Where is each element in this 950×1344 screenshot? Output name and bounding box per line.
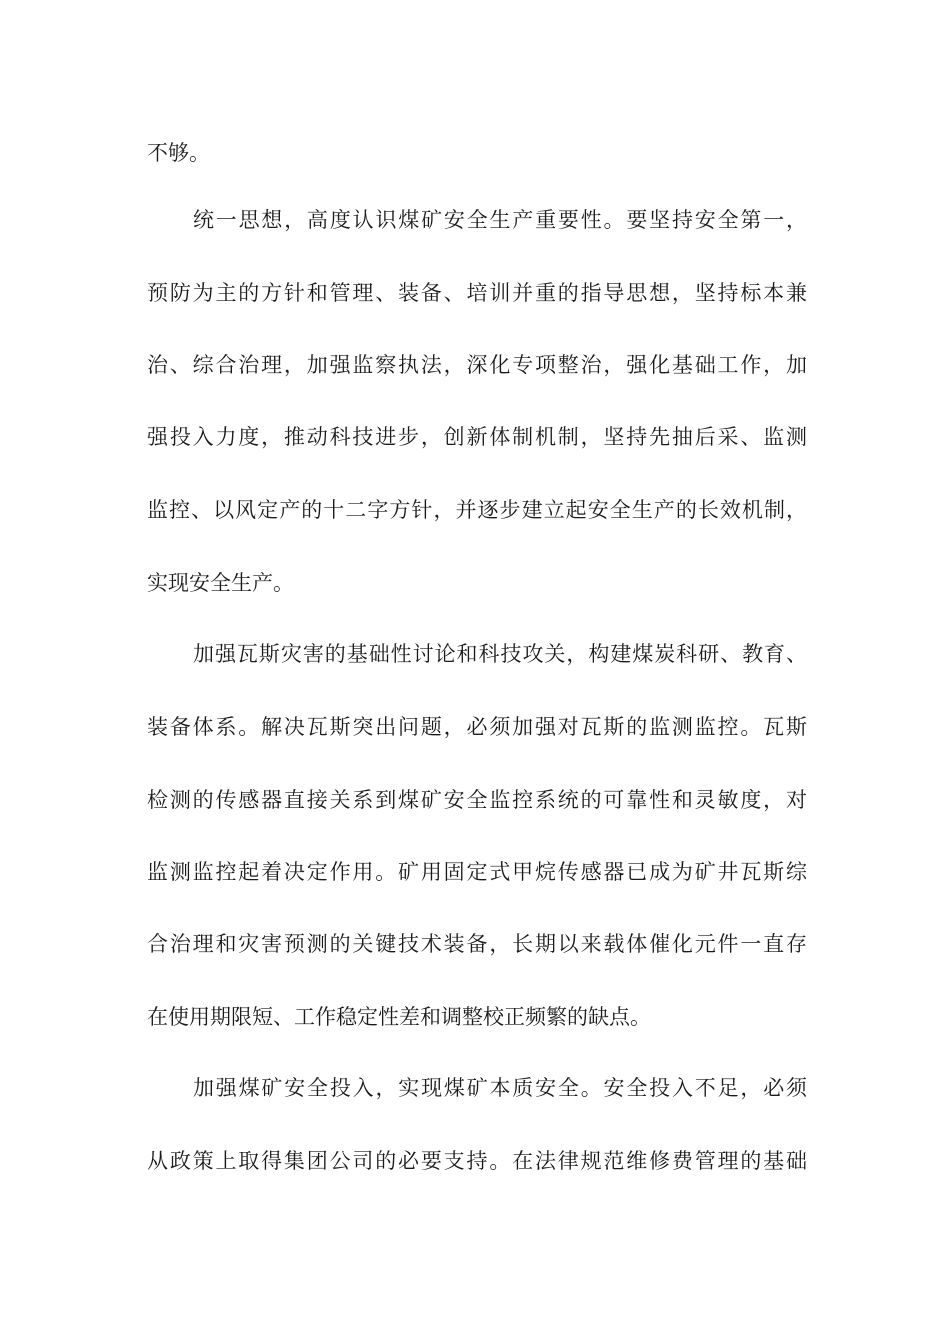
text-line: 在使用期限短、工作稳定性差和调整校正频繁的缺点。 (147, 1005, 651, 1029)
text-line: 不够。 (147, 141, 210, 165)
paragraph-first-line: 加强瓦斯灾害的基础性讨论和科技攻关，构建煤炭科研、教育、 (193, 642, 807, 666)
text-line: 治、综合治理，加强监察执法，深化专项整治，强化基础工作，加 (147, 353, 807, 377)
text-line: 实现安全生产。 (147, 571, 294, 595)
text-line: 强投入力度，推动科技进步，创新体制机制，坚持先抽后采、监测 (147, 425, 807, 449)
text-line: 监控、以风定产的十二字方针，并逐步建立起安全生产的长效机制， (147, 498, 807, 522)
text-line: 合治理和灾害预测的关键技术装备，长期以来载体催化元件一直存 (147, 932, 807, 956)
text-line: 监测监控起着决定作用。矿用固定式甲烷传感器已成为矿井瓦斯综 (147, 860, 807, 884)
text-line: 检测的传感器直接关系到煤矿安全监控系统的可靠性和灵敏度，对 (147, 788, 807, 812)
paragraph-first-line: 加强煤矿安全投入，实现煤矿本质安全。安全投入不足，必须 (193, 1076, 807, 1100)
text-line: 从政策上取得集团公司的必要支持。在法律规范维修费管理的基础 (147, 1149, 807, 1173)
text-line: 装备体系。解决瓦斯突出问题，必须加强对瓦斯的监测监控。瓦斯 (147, 715, 807, 739)
text-line: 预防为主的方针和管理、装备、培训并重的指导思想，坚持标本兼 (147, 281, 807, 305)
paragraph-first-line: 统一思想，高度认识煤矿安全生产重要性。要坚持安全第一， (193, 208, 807, 232)
